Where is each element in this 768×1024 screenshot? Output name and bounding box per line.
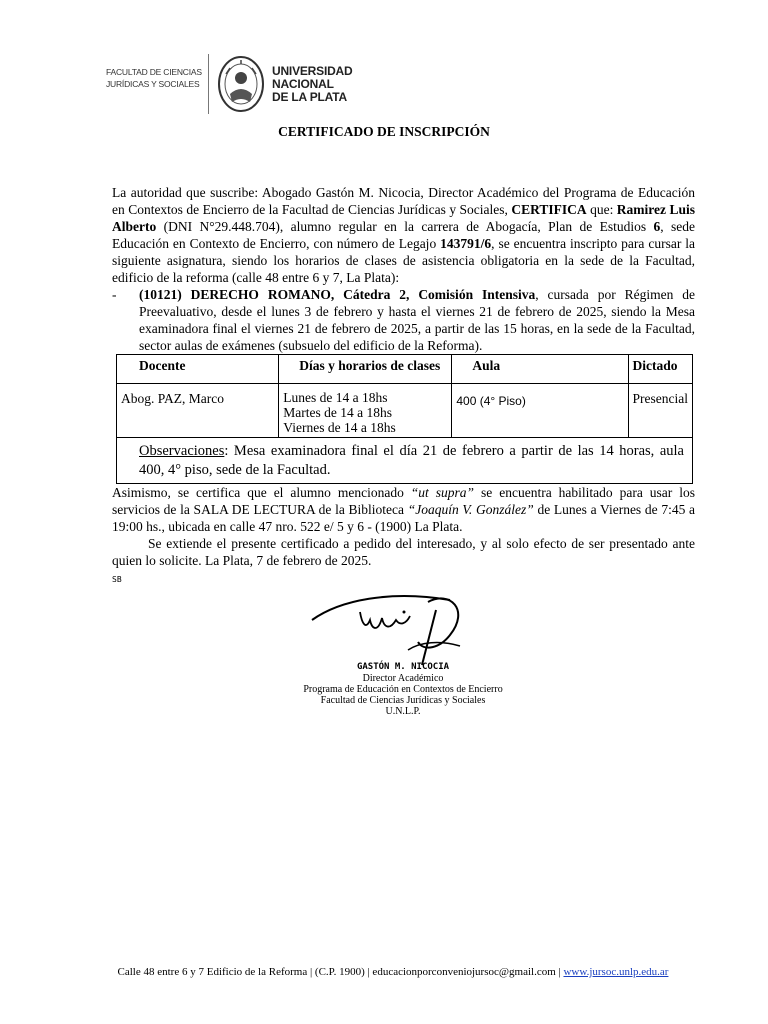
university-line-3: DE LA PLATA bbox=[272, 90, 347, 104]
closing-paragraph: Se extiende el presente certificado a pedido del interesado, y al solo efecto de ser presentado ante quien lo solicite. La Plata, 7 de febrero de 2025. bbox=[112, 536, 695, 568]
website-link[interactable]: www.jursoc.unlp.edu.ar bbox=[563, 966, 669, 978]
legajo-number: 143791/6 bbox=[440, 236, 492, 251]
university-seal-icon bbox=[216, 54, 266, 114]
letterhead bbox=[106, 50, 356, 120]
bullet-dash: - bbox=[112, 287, 117, 302]
signer-faculty: Facultad de Ciencias Jurídicas y Sociales bbox=[320, 695, 486, 706]
university-line-1: UNIVERSIDAD bbox=[272, 64, 353, 78]
horarios-cell bbox=[279, 384, 452, 438]
table-header-row bbox=[117, 355, 693, 384]
observaciones-label: Observaciones bbox=[139, 443, 225, 459]
header-divider bbox=[208, 54, 209, 114]
certificate-body bbox=[112, 184, 695, 588]
student-name: Ramirez Luis Alberto bbox=[112, 202, 695, 234]
signer-name: GASTÓN M. NICOCIA bbox=[356, 662, 450, 672]
faculty-logo-text bbox=[106, 66, 202, 90]
signer-role: Director Académico bbox=[362, 673, 444, 684]
header-dictado: Dictado bbox=[628, 355, 692, 384]
signer-university: U.N.L.P. bbox=[385, 706, 421, 717]
horario-lunes: Lunes de 14 a 18hs bbox=[283, 390, 388, 405]
table-row bbox=[117, 384, 693, 438]
observaciones-row bbox=[117, 438, 693, 484]
library-paragraph: Asimismo, se certifica que el alumno mencionado “ut supra” se encuentra habilitado para usar los servicios de la SALA DE LECTURA de la Biblioteca “Joaquín V. González” de Lunes a Viernes de 7:45 a 19:00 hs., ubicada en calle 47 nro. 522 e/ 5 y 6 - (1900) La Plata. bbox=[112, 485, 696, 534]
footer bbox=[0, 966, 768, 978]
certification-paragraph: La autoridad que suscribe: Abogado Gastón M. Nicocia, Director Académico del Programa de Educación en Contextos de Encierro de la Facultad de Ciencias Jurídicas y Sociales, CERTIFICA que: Ramirez Luis Alberto (DNI N°29.448.704), alumno regular en la carrera de Abogacía, Plan de Estudios 6, sede Educación en Contexto de Encierro, con número de Legajo 143791/6, se encuentra inscripto para cursar la siguiente asignatura, siendo los horarios de clases de asistencia obligatoria en la sede de la Facultad, edificio de la reforma (calle 48 entre 6 y 7, La Plata): bbox=[112, 185, 695, 285]
signer-program: Programa de Educación en Contextos de Encierro bbox=[303, 684, 503, 695]
document-title: CERTIFICADO DE INSCRIPCIÓN bbox=[278, 124, 490, 139]
header-docente: Docente bbox=[117, 355, 279, 384]
reference-initials: SB bbox=[112, 575, 122, 584]
header-aula: Aula bbox=[452, 355, 628, 384]
horario-martes: Martes de 14 a 18hs bbox=[283, 405, 393, 420]
docente-cell: Abog. PAZ, Marco bbox=[117, 384, 279, 438]
observaciones-cell bbox=[117, 438, 693, 484]
aula-cell: 400 (4° Piso) bbox=[452, 384, 628, 438]
observaciones-text: : Mesa examinadora final el día 21 de febrero a partir de las 14 horas, aula 400, 4° piso, sede de la Facultad. bbox=[139, 443, 684, 478]
faculty-line-1: FACULTAD DE CIENCIAS bbox=[106, 67, 202, 77]
dictado-cell: Presencial bbox=[628, 384, 692, 438]
university-line-2: NACIONAL bbox=[272, 77, 334, 91]
plan-number: 6 bbox=[653, 219, 661, 234]
university-logo-text bbox=[272, 65, 352, 104]
signature-block bbox=[0, 662, 768, 717]
subject-name: (10121) DERECHO ROMANO, Cátedra 2, Comisión Intensiva bbox=[139, 287, 536, 302]
schedule-table bbox=[116, 354, 693, 484]
faculty-line-2: JURÍDICAS Y SOCIALES bbox=[106, 79, 200, 89]
header-horarios: Días y horarios de clases bbox=[279, 355, 452, 384]
horario-viernes: Viernes de 14 a 18hs bbox=[283, 420, 396, 435]
subject-item: - (10121) DERECHO ROMANO, Cátedra 2, Comisión Intensiva, cursada por Régimen de Preevaluativo, desde el lunes 3 de febrero y hasta el viernes 21 de febrero de 2025, siendo la Mesa examinadora final el viernes 21 de febrero de 2025, a partir de las 15 horas, en la sede de la Facultad, sector aulas de exámenes (subsuelo del edificio de la Reforma). bbox=[112, 287, 696, 353]
certifica-keyword: CERTIFICA bbox=[511, 202, 587, 217]
handwritten-signature bbox=[300, 580, 480, 670]
footer-address: Calle 48 entre 6 y 7 Edificio de la Reforma | (C.P. 1900) | educacionporconveniojursoc@gmail.com | bbox=[117, 966, 564, 978]
